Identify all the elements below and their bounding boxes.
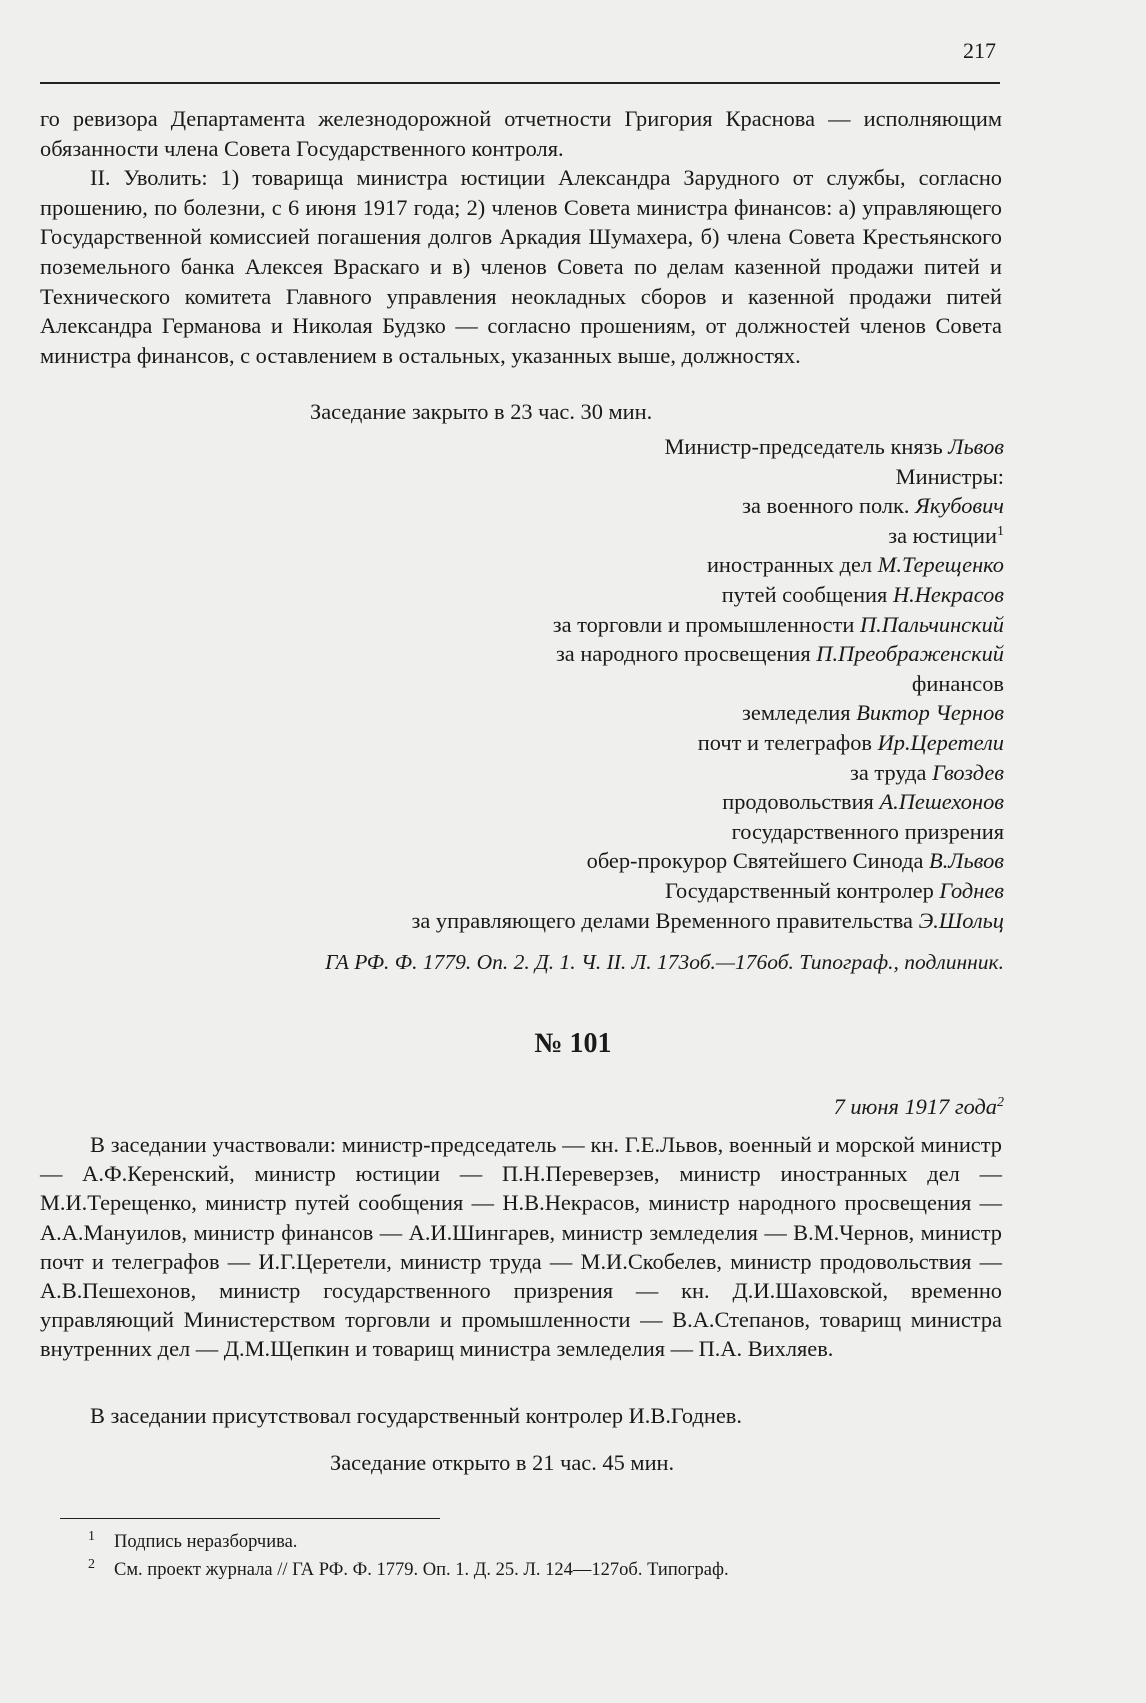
signature-role: Министры: [895, 463, 1004, 489]
signature-row [104, 876, 1004, 906]
footnote-ref-2: 2 [997, 1095, 1004, 1110]
signature-row [104, 491, 1004, 521]
signature-role: за управляющего делами Временного правительства [411, 907, 913, 933]
signature-role: за труда [850, 759, 927, 785]
signature-role: продовольствия [722, 789, 874, 815]
footnote-1 [88, 1528, 729, 1556]
paragraph-dismissals: II. Уволить: 1) товарища министра юстиции Александра Зарудного от службы, согласно прошению, по болезни, с 6 июня 1917 года; 2) членов Совета министра финансов: а) управляющего Государственной комиссией погашения долгов Аркадия Шумахера, б) члена Совета Крестьянского поземельного банка Алексея Враскаго и в) членов Совета по делам казенной продажи питей и Технического комитета Главного управления неокладных сборов и казенной продажи питей Александра Германова и Николая Будзко — согласно прошениям, от должностей членов Совета министра финансов, с оставлением в остальных, указанных выше, должностях. [40, 165, 1002, 368]
signature-name: П.Пальчинский [859, 611, 1004, 637]
signature-name: Гвоздев [932, 759, 1004, 785]
signature-row [104, 639, 1004, 669]
present-line: В заседании присутствовал государственный контролер И.В.Годнев. [90, 1403, 742, 1428]
signature-name: Львов [948, 434, 1004, 459]
signature-role: почт и телеграфов [697, 729, 872, 755]
signature-row [104, 669, 1004, 699]
signature-role: земледелия [742, 700, 851, 726]
signature-role: за юстиции [888, 522, 997, 548]
signature-name: Якубович [915, 493, 1004, 519]
footnote-mark: 1 [88, 1529, 95, 1544]
signature-name: Э.Шольц [918, 907, 1004, 933]
session-opened-line: Заседание открыто в 21 час. 45 мин. [330, 1450, 675, 1475]
signature-row [104, 817, 1004, 847]
signature-role: за народного просвещения [555, 641, 811, 667]
signature-row [104, 846, 1004, 876]
footnote-rule [60, 1518, 440, 1519]
signature-row [104, 758, 1004, 788]
footnote-ref-1: 1 [997, 523, 1004, 539]
signature-role: за торговли и промышленности [552, 611, 855, 637]
signature-row [104, 462, 1004, 492]
signature-row [104, 550, 1004, 580]
signature-row [104, 610, 1004, 640]
signature-row [104, 521, 1004, 551]
document-date-text: 7 июня 1917 года [833, 1094, 997, 1119]
signature-row [104, 580, 1004, 610]
signature-name: Ир.Церетели [877, 729, 1004, 755]
signature-name: Н.Некрасов [892, 581, 1004, 607]
signature-name: Годнев [939, 877, 1004, 903]
signature-name: П.Преображенский [816, 641, 1004, 667]
signature-role: иностранных дел [706, 552, 873, 578]
decree-text [40, 104, 1002, 370]
footnote-text: См. проект журнала // ГА РФ. Ф. 1779. Оп. 1. Д. 25. Л. 124—127об. Типограф. [114, 1560, 729, 1580]
signature-name: Виктор Чернов [856, 700, 1004, 726]
signature-role: путей сообщения [721, 581, 888, 607]
session-closed-line: Заседание закрыто в 23 час. 30 мин. [310, 399, 653, 424]
footnote-text: Подпись неразборчива. [114, 1532, 298, 1552]
signature-role: обер-прокурор Святейшего Синода [586, 848, 924, 874]
signature-row [104, 728, 1004, 758]
archive-reference: ГА РФ. Ф. 1779. Оп. 2. Д. 1. Ч. II. Л. 173об.—176об. Типограф., подлинник. [325, 950, 1004, 974]
signature-role: финансов [911, 670, 1004, 696]
signature-role: государственного призрения [731, 818, 1004, 844]
signature-row [104, 698, 1004, 728]
participants-paragraph: В заседании участвовали: министр-председатель — кн. Г.Е.Львов, военный и морской министр — А.Ф.Керенский, министр юстиции — П.Н.Переверзев, министр иностранных дел — М.И.Терещенко, министр путей сообщения — Н.В.Некрасов, министр народного просвещения — А.А.Мануилов, министр финансов — А.И.Шингарев, министр земледелия — В.М.Чернов, министр почт и телеграфов — И.Г.Церетели, министр труда — М.И.Скобелев, министр продовольствия — А.В.Пешехонов, министр государственного призрения — кн. Д.И.Шаховской, временно управляющий Министерством торговли и промышленности — В.А.Степанов, товарищ министра внутренних дел — Д.М.Щепкин и товарищ министра земледелия — П.А. Вихляев. [40, 1132, 1002, 1362]
signature-name: М.Терещенко [877, 552, 1004, 578]
signature-row [104, 906, 1004, 936]
footnote-2 [88, 1556, 729, 1584]
footnote-mark: 2 [88, 1557, 95, 1572]
header-rule [40, 82, 1000, 84]
signature-name: А.Пешехонов [879, 789, 1004, 815]
signature-role: за военного полк. [742, 493, 910, 519]
paragraph-continuation: го ревизора Департамента железнодорожной отчетности Григория Краснова — исполняющим обязанности члена Совета Государственного контроля. [40, 106, 1002, 161]
signatures-block [104, 432, 1004, 935]
signature-row [104, 787, 1004, 817]
document-date [834, 1094, 1004, 1120]
participants-text [40, 1130, 1002, 1364]
page-number: 217 [963, 38, 996, 63]
signature-row [104, 432, 1004, 462]
signature-role: Государственный контролер [665, 877, 934, 903]
footnotes [88, 1528, 729, 1584]
document-number: № 101 [534, 1028, 612, 1059]
signature-role: Министр-председатель князь [664, 434, 943, 459]
signature-name: В.Львов [929, 848, 1004, 874]
